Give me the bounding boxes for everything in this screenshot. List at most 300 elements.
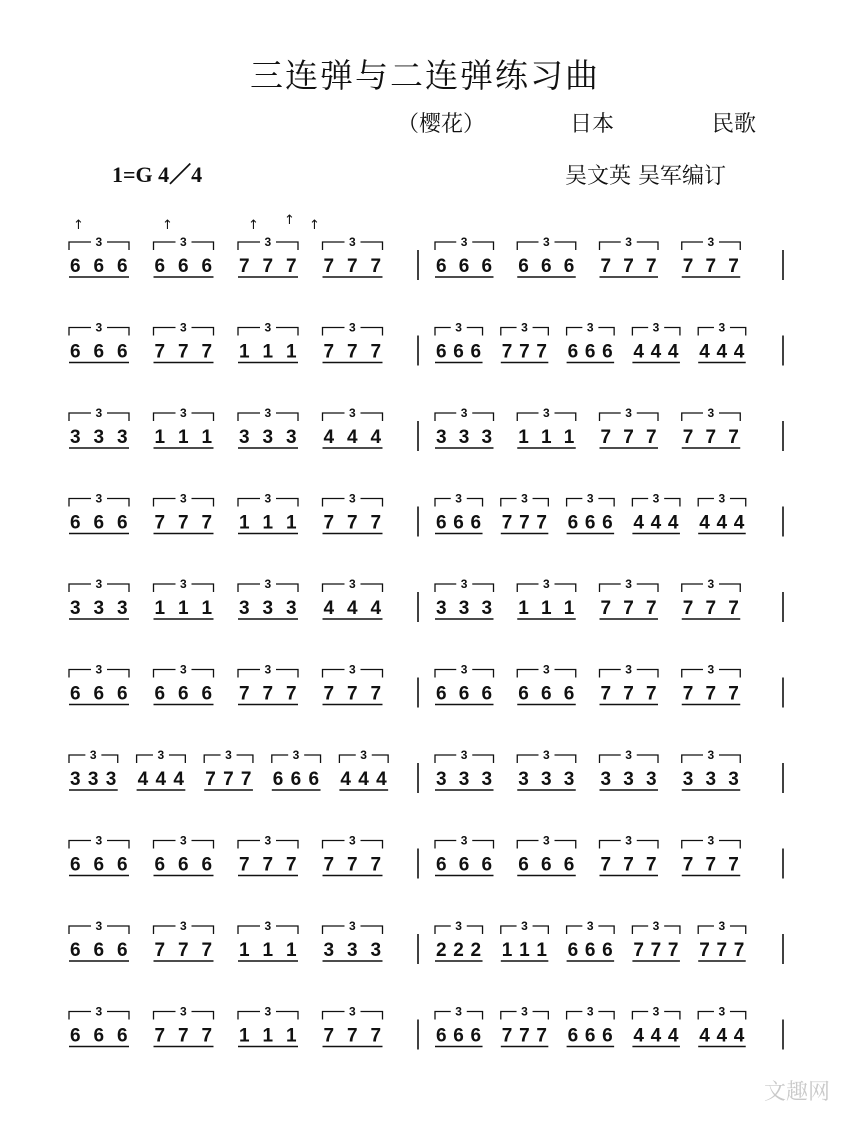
triplet-bracket-right <box>533 1012 549 1020</box>
triplet-bracket-right <box>107 841 129 849</box>
note-digit: 1 <box>154 427 166 448</box>
triplet-bracket-left <box>154 670 176 678</box>
triplet-number: 3 <box>707 662 715 677</box>
triplet-bracket-right <box>276 670 298 678</box>
note-digit: 6 <box>436 854 447 876</box>
triplet-number: 3 <box>180 406 187 420</box>
note-digit: 6 <box>70 683 81 705</box>
triplet-number: 3 <box>543 406 550 420</box>
triplet-bracket-left <box>69 841 91 849</box>
note-digit: 7 <box>600 427 612 448</box>
triplet-bracket-right <box>598 1012 614 1020</box>
triplet-bracket-left <box>69 755 85 763</box>
triplet-bracket-right <box>472 755 493 763</box>
triplet-number: 3 <box>718 1004 726 1019</box>
note-digit: 7 <box>347 1025 358 1047</box>
triplet-bracket-right <box>467 1012 483 1020</box>
triplet-bracket-right <box>107 499 129 507</box>
note-digit: 3 <box>436 427 447 448</box>
note-digit: 3 <box>436 598 447 619</box>
triplet-number: 3 <box>180 833 187 848</box>
note-digit: 1 <box>201 598 213 619</box>
note-digit: 7 <box>205 769 216 790</box>
note-digit: 1 <box>286 1025 297 1047</box>
note-digit: 6 <box>290 769 302 790</box>
note-digit: 3 <box>481 769 493 790</box>
note-digit: 7 <box>262 683 274 705</box>
note-digit: 7 <box>370 512 382 534</box>
note-digit: 1 <box>262 940 274 961</box>
triplet-bracket-right <box>730 499 746 507</box>
triplet-bracket-right <box>555 670 576 678</box>
triplet-number: 3 <box>652 491 660 506</box>
note-digit: 3 <box>623 769 634 790</box>
note-digit: 6 <box>518 854 529 876</box>
note-digit: 6 <box>584 940 596 961</box>
triplet-number: 3 <box>349 919 356 933</box>
triplet-bracket-left <box>69 584 91 592</box>
note-digit: 1 <box>262 512 274 534</box>
note-digit: 6 <box>563 256 575 277</box>
note-digit: 7 <box>600 683 612 705</box>
triplet-bracket-right <box>598 328 614 336</box>
note-digit: 6 <box>117 256 128 277</box>
triplet-number: 3 <box>707 406 715 420</box>
note-digit: 7 <box>682 598 694 619</box>
note-digit: 6 <box>563 854 575 876</box>
note-digit: 3 <box>518 769 529 790</box>
triplet-number: 3 <box>460 406 468 420</box>
note-digit: 7 <box>240 769 252 790</box>
note-digit: 6 <box>458 683 470 705</box>
note-digit: 7 <box>347 512 358 534</box>
triplet-bracket-right <box>719 670 740 678</box>
note-digit: 4 <box>733 341 745 363</box>
triplet-number: 3 <box>521 491 528 506</box>
note-digit: 3 <box>481 427 493 448</box>
triplet-bracket-right <box>361 926 383 934</box>
note-digit: 3 <box>436 769 447 790</box>
note-digit: 6 <box>70 256 81 277</box>
triplet-bracket-left <box>682 413 703 421</box>
triplet-number: 3 <box>586 1004 594 1019</box>
note-digit: 3 <box>370 940 382 961</box>
key-time-signature: 1=G 4／4 <box>112 162 203 187</box>
note-digit: 4 <box>667 341 679 363</box>
note-digit: 6 <box>117 1025 128 1047</box>
triplet-bracket-left <box>632 926 648 934</box>
triplet-bracket-right <box>192 926 214 934</box>
triplet-bracket-right <box>169 755 185 763</box>
note-digit: 4 <box>376 769 387 790</box>
note-digit: 1 <box>541 427 552 448</box>
triplet-bracket-right <box>730 328 746 336</box>
note-digit: 6 <box>470 1025 482 1047</box>
note-digit: 7 <box>323 1025 335 1047</box>
triplet-bracket-right <box>637 584 658 592</box>
triplet-bracket-right <box>276 242 298 250</box>
triplet-bracket-right <box>361 670 383 678</box>
note-digit: 6 <box>201 854 213 876</box>
note-digit: 3 <box>323 940 335 961</box>
note-digit: 6 <box>481 256 493 277</box>
note-digit: 6 <box>178 256 189 277</box>
origin-type: 民歌 <box>712 112 757 137</box>
triplet-bracket-right <box>555 242 576 250</box>
triplet-number: 3 <box>349 662 356 677</box>
triplet-bracket-right <box>107 1012 129 1020</box>
triplet-bracket-left <box>69 926 91 934</box>
triplet-bracket-right <box>192 670 214 678</box>
note-digit: 6 <box>70 341 81 363</box>
triplet-number: 3 <box>455 919 462 933</box>
note-digit: 4 <box>650 341 662 363</box>
triplet-bracket-left <box>567 1012 583 1020</box>
note-digit: 7 <box>667 940 679 961</box>
triplet-bracket-right <box>719 584 740 592</box>
triplet-bracket-left <box>154 413 176 421</box>
note-digit: 6 <box>154 256 166 277</box>
note-digit: 7 <box>178 341 189 363</box>
upbow-arrow-icon: ↑ <box>73 218 84 233</box>
note-digit: 7 <box>262 854 274 876</box>
note-digit: 4 <box>323 427 335 448</box>
note-digit: 7 <box>347 341 358 363</box>
note-digit: 7 <box>536 512 547 534</box>
note-digit: 1 <box>239 341 250 363</box>
note-digit: 1 <box>262 341 274 363</box>
triplet-bracket-right <box>361 413 383 421</box>
triplet-bracket-left <box>682 242 703 250</box>
origin-country: 日本 <box>570 112 615 137</box>
note-digit: 7 <box>646 427 657 448</box>
triplet-bracket-left <box>323 670 345 678</box>
triplet-bracket-left <box>238 1012 260 1020</box>
note-digit: 6 <box>436 256 447 277</box>
note-digit: 3 <box>541 769 552 790</box>
triplet-bracket-left <box>567 926 583 934</box>
note-digit: 4 <box>699 512 710 534</box>
note-digit: 3 <box>286 427 297 448</box>
note-digit: 7 <box>716 940 728 961</box>
note-digit: 7 <box>223 769 234 790</box>
triplet-number: 3 <box>264 662 272 677</box>
triplet-number: 3 <box>625 833 632 848</box>
note-digit: 4 <box>173 769 184 790</box>
note-digit: 6 <box>93 512 105 534</box>
note-digit: 6 <box>458 256 470 277</box>
triplet-number: 3 <box>225 748 232 762</box>
note-digit: 2 <box>436 940 447 961</box>
note-digit: 6 <box>436 1025 447 1047</box>
note-digit: 6 <box>541 683 552 705</box>
note-digit: 4 <box>347 598 358 619</box>
note-digit: 3 <box>347 940 358 961</box>
note-digit: 6 <box>117 683 128 705</box>
note-digit: 3 <box>458 598 470 619</box>
note-digit: 6 <box>70 512 81 534</box>
triplet-bracket-left <box>323 328 345 336</box>
note-digit: 3 <box>646 769 657 790</box>
note-digit: 7 <box>600 854 612 876</box>
triplet-bracket-left <box>69 1012 91 1020</box>
triplet-bracket-left <box>323 1012 345 1020</box>
note-digit: 7 <box>286 256 297 277</box>
note-digit: 7 <box>728 854 739 876</box>
note-digit: 1 <box>501 940 513 961</box>
triplet-number: 3 <box>95 662 103 677</box>
note-digit: 6 <box>541 854 552 876</box>
note-digit: 7 <box>501 512 513 534</box>
note-digit: 7 <box>682 683 694 705</box>
arranger-credit: 吴文英 吴军编订 <box>565 164 726 189</box>
triplet-bracket-left <box>435 242 456 250</box>
triplet-number: 3 <box>349 491 356 506</box>
note-digit: 1 <box>239 1025 250 1047</box>
note-digit: 7 <box>154 940 166 961</box>
note-digit: 6 <box>201 683 213 705</box>
note-digit: 4 <box>137 769 149 790</box>
triplet-bracket-right <box>361 584 383 592</box>
triplet-bracket-left <box>600 584 621 592</box>
note-digit: 3 <box>262 598 274 619</box>
note-digit: 6 <box>453 1025 464 1047</box>
note-digit: 7 <box>239 854 250 876</box>
triplet-number: 3 <box>718 491 726 506</box>
triplet-bracket-right <box>237 755 253 763</box>
triplet-bracket-left <box>517 755 538 763</box>
note-digit: 3 <box>117 427 128 448</box>
triplet-number: 3 <box>95 491 103 506</box>
note-digit: 6 <box>458 854 470 876</box>
note-digit: 4 <box>650 512 662 534</box>
triplet-number: 3 <box>349 833 356 848</box>
triplet-bracket-left <box>698 1012 714 1020</box>
triplet-number: 3 <box>95 235 103 249</box>
upbow-arrow-icon: ↑ <box>309 218 320 233</box>
note-digit: 7 <box>646 854 657 876</box>
note-digit: 7 <box>646 598 657 619</box>
triplet-bracket-left <box>517 242 538 250</box>
note-digit: 4 <box>667 512 679 534</box>
note-digit: 6 <box>117 512 128 534</box>
note-digit: 7 <box>536 1025 547 1047</box>
triplet-bracket-left <box>682 841 703 849</box>
triplet-number: 3 <box>180 320 187 335</box>
triplet-number: 3 <box>95 1004 103 1019</box>
triplet-number: 3 <box>95 919 103 933</box>
note-digit: 6 <box>470 512 482 534</box>
note-digit: 1 <box>519 940 530 961</box>
triplet-number: 3 <box>264 406 272 420</box>
note-digit: 7 <box>501 341 513 363</box>
note-digit: 6 <box>272 769 284 790</box>
score-title: 三连弹与二连弹练习曲 <box>250 56 600 95</box>
upbow-arrow-icon: ↑ <box>162 218 173 233</box>
note-digit: 4 <box>633 512 644 534</box>
note-digit: 7 <box>623 256 634 277</box>
triplet-number: 3 <box>718 320 726 335</box>
triplet-bracket-right <box>467 499 483 507</box>
triplet-bracket-left <box>69 499 91 507</box>
note-digit: 7 <box>705 256 717 277</box>
note-digit: 7 <box>370 854 382 876</box>
triplet-number: 3 <box>95 406 103 420</box>
note-digit: 4 <box>716 341 728 363</box>
note-digit: 6 <box>117 341 128 363</box>
note-digit: 6 <box>93 256 105 277</box>
note-digit: 7 <box>201 1025 213 1047</box>
note-digit: 1 <box>178 598 189 619</box>
triplet-bracket-left <box>238 413 260 421</box>
triplet-number: 3 <box>180 662 187 677</box>
triplet-number: 3 <box>95 577 103 591</box>
note-digit: 7 <box>705 427 717 448</box>
note-digit: 7 <box>347 683 358 705</box>
triplet-bracket-right <box>192 413 214 421</box>
note-digit: 6 <box>93 341 105 363</box>
triplet-bracket-right <box>719 755 740 763</box>
note-digit: 7 <box>201 341 213 363</box>
triplet-bracket-right <box>107 242 129 250</box>
triplet-number: 3 <box>543 577 550 591</box>
triplet-bracket-right <box>719 841 740 849</box>
note-digit: 6 <box>602 1025 613 1047</box>
note-digit: 7 <box>519 341 530 363</box>
triplet-bracket-left <box>501 328 517 336</box>
note-digit: 7 <box>239 683 250 705</box>
triplet-number: 3 <box>652 320 660 335</box>
triplet-bracket-right <box>107 328 129 336</box>
note-digit: 6 <box>602 512 613 534</box>
note-digit: 7 <box>347 256 358 277</box>
note-digit: 7 <box>682 256 694 277</box>
triplet-number: 3 <box>95 833 103 848</box>
triplet-bracket-left <box>517 413 538 421</box>
note-digit: 1 <box>286 341 297 363</box>
triplet-bracket-right <box>192 242 214 250</box>
triplet-number: 3 <box>180 491 187 506</box>
note-digit: 7 <box>370 256 382 277</box>
triplet-bracket-right <box>101 755 117 763</box>
triplet-bracket-left <box>339 755 355 763</box>
note-digit: 3 <box>87 769 99 790</box>
note-digit: 7 <box>728 427 739 448</box>
note-digit: 7 <box>699 940 710 961</box>
triplet-number: 3 <box>521 919 528 933</box>
triplet-bracket-left <box>154 841 176 849</box>
note-digit: 7 <box>623 427 634 448</box>
triplet-number: 3 <box>264 833 272 848</box>
note-digit: 4 <box>716 1025 728 1047</box>
triplet-bracket-right <box>555 841 576 849</box>
triplet-bracket-right <box>276 499 298 507</box>
triplet-bracket-left <box>154 1012 176 1020</box>
triplet-number: 3 <box>707 577 715 591</box>
note-digit: 7 <box>323 854 335 876</box>
triplet-bracket-left <box>682 755 703 763</box>
triplet-bracket-left <box>567 499 583 507</box>
note-digit: 3 <box>239 598 250 619</box>
note-digit: 6 <box>518 683 529 705</box>
triplet-number: 3 <box>89 748 97 762</box>
triplet-number: 3 <box>460 833 468 848</box>
triplet-bracket-left <box>323 584 345 592</box>
note-digit: 6 <box>308 769 320 790</box>
triplet-number: 3 <box>543 662 550 677</box>
triplet-bracket-right <box>361 841 383 849</box>
triplet-number: 3 <box>586 320 594 335</box>
triplet-number: 3 <box>652 1004 660 1019</box>
triplet-bracket-right <box>192 499 214 507</box>
triplet-bracket-left <box>154 926 176 934</box>
triplet-bracket-left <box>501 926 517 934</box>
triplet-bracket-left <box>69 670 91 678</box>
note-digit: 1 <box>563 427 575 448</box>
note-digit: 3 <box>70 427 81 448</box>
triplet-bracket-left <box>435 584 456 592</box>
triplet-number: 3 <box>543 833 550 848</box>
note-digit: 6 <box>602 341 613 363</box>
triplet-bracket-left <box>632 328 648 336</box>
triplet-bracket-left <box>435 755 456 763</box>
note-digit: 7 <box>682 854 694 876</box>
triplet-bracket-right <box>637 670 658 678</box>
triplet-bracket-right <box>730 1012 746 1020</box>
triplet-bracket-left <box>600 670 621 678</box>
triplet-bracket-left <box>154 328 176 336</box>
triplet-bracket-right <box>361 328 383 336</box>
triplet-bracket-right <box>107 926 129 934</box>
triplet-number: 3 <box>264 577 272 591</box>
triplet-number: 3 <box>707 235 715 249</box>
note-digit: 3 <box>563 769 575 790</box>
note-digit: 7 <box>323 341 335 363</box>
note-digit: 1 <box>536 940 547 961</box>
triplet-number: 3 <box>625 406 632 420</box>
note-digit: 1 <box>518 427 529 448</box>
note-digit: 6 <box>178 854 189 876</box>
note-digit: 7 <box>728 598 739 619</box>
note-digit: 1 <box>239 940 250 961</box>
note-digit: 3 <box>117 598 128 619</box>
upbow-arrow-icon: ↑ <box>248 218 259 233</box>
triplet-number: 3 <box>180 919 187 933</box>
triplet-number: 3 <box>180 577 187 591</box>
triplet-number: 3 <box>543 235 550 249</box>
note-digit: 7 <box>623 854 634 876</box>
note-digit: 1 <box>563 598 575 619</box>
note-digit: 7 <box>201 940 213 961</box>
triplet-bracket-right <box>361 242 383 250</box>
note-digit: 4 <box>347 427 358 448</box>
triplet-bracket-left <box>238 670 260 678</box>
triplet-number: 3 <box>707 833 715 848</box>
note-digit: 7 <box>154 1025 166 1047</box>
triplet-bracket-left <box>238 242 260 250</box>
triplet-bracket-right <box>361 499 383 507</box>
triplet-bracket-right <box>598 499 614 507</box>
note-digit: 7 <box>347 854 358 876</box>
triplet-bracket-left <box>682 584 703 592</box>
note-digit: 7 <box>178 940 189 961</box>
note-digit: 7 <box>646 256 657 277</box>
triplet-bracket-right <box>555 413 576 421</box>
triplet-bracket-right <box>276 1012 298 1020</box>
triplet-bracket-left <box>137 755 153 763</box>
triplet-bracket-left <box>501 499 517 507</box>
triplet-bracket-right <box>276 584 298 592</box>
